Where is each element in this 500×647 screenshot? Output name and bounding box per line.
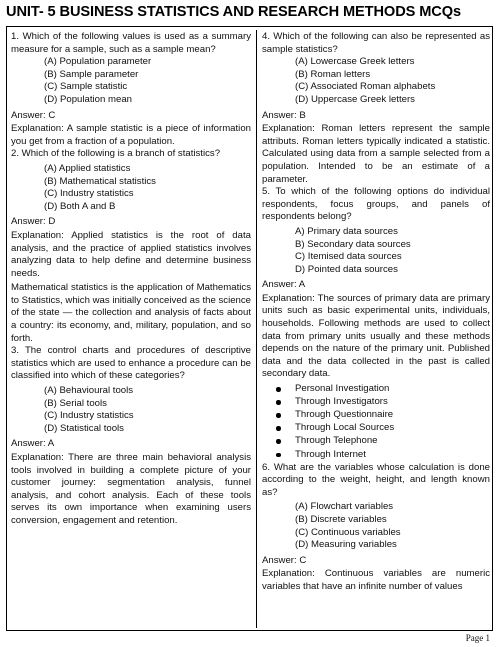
answer-option: (D) Uppercase Greek letters [295,93,415,105]
answer-line: Answer: A [262,279,306,291]
answer-option: (C) Industry statistics [44,188,134,200]
answer-option: (A) Applied statistics [44,162,131,174]
answer-line: Answer: B [262,109,306,121]
question-block-1 [11,31,251,148]
answer-option: (A) Lowercase Greek letters [295,56,415,68]
explanation-text: Explanation: Applied statistics is the root of data analysis, and the practice of applied statistics involves analyzing data to help define and determine business needs. [11,229,251,279]
answer-option: (A) Flowchart variables [295,501,394,513]
bullet-item: Through Telephone [262,435,490,448]
answer-option: (D) Measuring variables [295,539,397,551]
question-text: 1. Which of the following values is used as a summary measure for a sample, such as a sample mean? [11,31,251,55]
bullet-item: Through Questionnaire [262,409,490,422]
question-text: 3. The control charts and procedures of descriptive statistics which are used to enhance a procedure can be classified into which of these categories? [11,345,251,382]
bullet-item: Personal Investigation [262,383,490,396]
explanation-text: Explanation: Roman letters represent the sample attributs. Roman letters typically indicated a statistic. Calculated using data from a sample selected from a population. Intended to be an estimate of a parameter. [262,123,490,185]
answer-option: B) Secondary data sources [295,238,411,250]
answer-option: (C) Industry statistics [44,410,134,422]
answer-option: (B) Discrete variables [295,513,387,525]
question-text: 4. Which of the following can also be represented as sample statistics? [262,31,490,55]
answer-option: (B) Serial tools [44,397,107,409]
question-block-3 [11,345,251,527]
right-column [262,31,490,594]
explanation-text: Mathematical statistics is the application of Mathematics to Statistics, which was initially conceived as the science of the state — the collection and analysis of facts about a country: its economy, and, military, population, and so forth. [11,282,251,344]
answer-option: (A) Population parameter [44,56,152,68]
answer-option: (B) Roman letters [295,68,371,80]
page-number: Page 1 [465,633,490,643]
explanation-text: Explanation: The sources of primary data are primary units such as basic experimental units, individuals, households. Following methods are used to collect data from primary units usually and these methods depends on the nature of the primary unit. Published data and the data collected in the past is called secondary data. [262,292,490,380]
bullet-item: Through Internet [262,449,490,462]
answer-option: (B) Mathematical statistics [44,175,156,187]
left-column [11,31,251,528]
answer-option: (D) Population mean [44,93,132,105]
answer-line: Answer: D [11,216,56,228]
answer-option: (C) Continuous variables [295,526,401,538]
answer-option: (C) Sample statistic [44,81,128,93]
answer-option: (A) Behavioural tools [44,385,134,397]
question-block-4 [262,31,490,186]
question-block-6 [262,462,490,594]
bullet-item: Through Local Sources [262,422,490,435]
answer-option: A) Primary data sources [295,225,398,237]
answer-line: Answer: C [11,109,56,121]
question-block-2 [11,148,251,345]
answer-option: C) Itemised data sources [295,251,402,263]
column-divider [256,30,257,628]
question-text: 2. Which of the following is a branch of statistics? [11,148,221,160]
answer-option: (B) Sample parameter [44,68,139,80]
answer-option: (D) Both A and B [44,200,116,212]
answer-option: (C) Associated Roman alphabets [295,81,436,93]
question-block-5 [262,186,490,461]
explanation-text: Explanation: A sample statistic is a piece of information you get from a fraction of a population. [11,123,251,147]
answer-option: (D) Statistical tools [44,422,124,434]
answer-line: Answer: C [262,554,307,566]
bullet-list [262,383,490,461]
question-text: 5. To which of the following options do individual respondents, focus groups, and panels of respondents belong? [262,186,490,223]
page-title: UNIT- 5 BUSINESS STATISTICS AND RESEARCH METHODS MCQs [6,4,461,20]
bullet-item: Through Investigators [262,396,490,409]
question-text: 6. What are the variables whose calculation is done according to the weight, height, and length known as? [262,461,490,498]
explanation-text: Explanation: There are three main behavioral analysis tools involved in building a complete picture of your customer journey: segmentation analysis, funnel analysis, and cohort analysis. Each of these tools serves its own importance when examining users conversion, engagement and retention. [11,452,251,526]
answer-line: Answer: A [11,438,55,450]
answer-option: D) Pointed data sources [295,263,398,275]
explanation-text: Explanation: Continuous variables are numeric variables that have an infinite number of values [262,568,490,592]
